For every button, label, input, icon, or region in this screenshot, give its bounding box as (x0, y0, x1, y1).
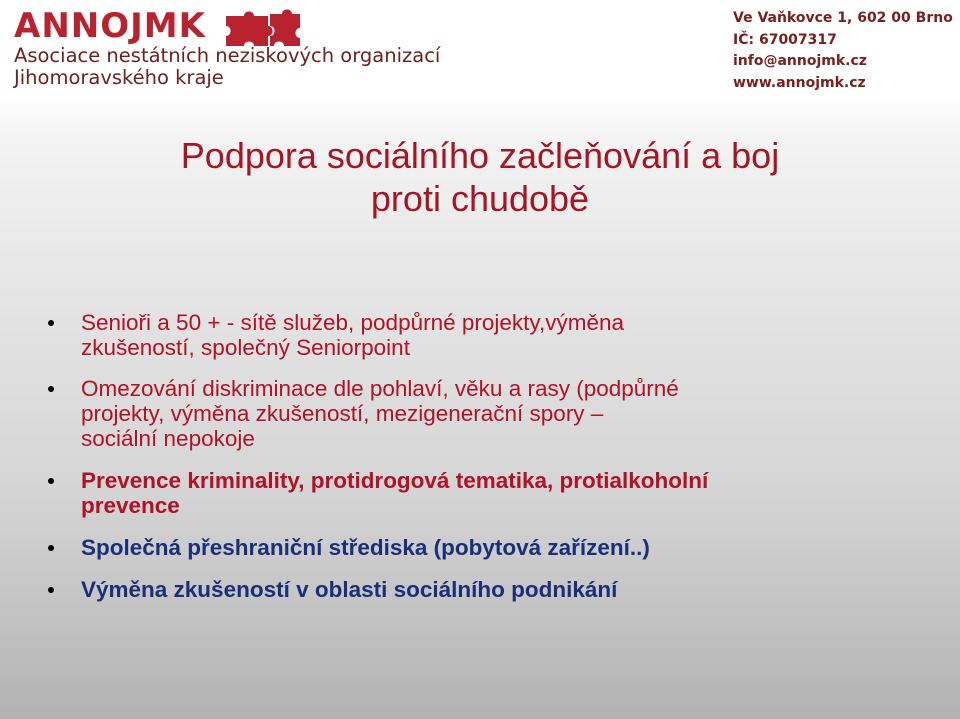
bullet-line: Výměna zkušeností v oblasti sociálního podnikání (81, 577, 618, 602)
bullet-line: Prevence kriminality, protidrogová tematika, protialkoholní (81, 468, 709, 493)
bullet-line: projekty, výměna zkušeností, mezigenerační spory – (81, 401, 604, 426)
bullet-item-social-business (48, 577, 928, 602)
bullet-dot-icon (48, 320, 54, 326)
bullet-dot-icon (48, 478, 54, 484)
contact-block (733, 8, 953, 94)
bullet-line: sociální nepokoje (81, 426, 255, 451)
contact-email[interactable]: info@annojmk.cz (733, 53, 867, 69)
bullet-dot-icon (48, 386, 54, 392)
contact-address: Ve Vaňkovce 1, 602 00 Brno (733, 10, 953, 26)
slide-title (0, 134, 960, 220)
slide-title-line2: proti chudobě (370, 178, 590, 219)
bullet-line: Společná přeshraniční střediska (pobytová zařízení..) (81, 535, 650, 560)
slide-title-line1: Podpora sociálního začleňování a boj (180, 135, 780, 176)
bullet-line: Senioři a 50 + - sítě služeb, podpůrné projekty,výměna (81, 310, 625, 335)
bullet-dot-icon (48, 545, 54, 551)
contact-ic: IČ: 67007317 (733, 31, 837, 48)
org-full-name-line1: Asociace nestátních neziskových organizací (14, 44, 441, 67)
bullet-dot-icon (48, 587, 54, 593)
bullet-item-crossborder-centers (48, 535, 928, 560)
bullet-line: zkušeností, společný Seniorpoint (81, 335, 410, 360)
header-banner (0, 0, 960, 100)
org-full-name-line2: Jihomoravského kraje (14, 66, 224, 89)
contact-web[interactable]: www.annojmk.cz (733, 74, 866, 91)
org-logo-name: ANNOJMK (14, 6, 206, 46)
bullet-item-discrimination (48, 376, 928, 451)
bullet-list (48, 310, 928, 602)
bullet-item-crime-prevention (48, 468, 928, 518)
bullet-item-seniors (48, 310, 928, 360)
bullet-line: prevence (81, 493, 180, 518)
bullet-line: Omezování diskriminace dle pohlaví, věku a rasy (podpůrné (81, 376, 679, 401)
